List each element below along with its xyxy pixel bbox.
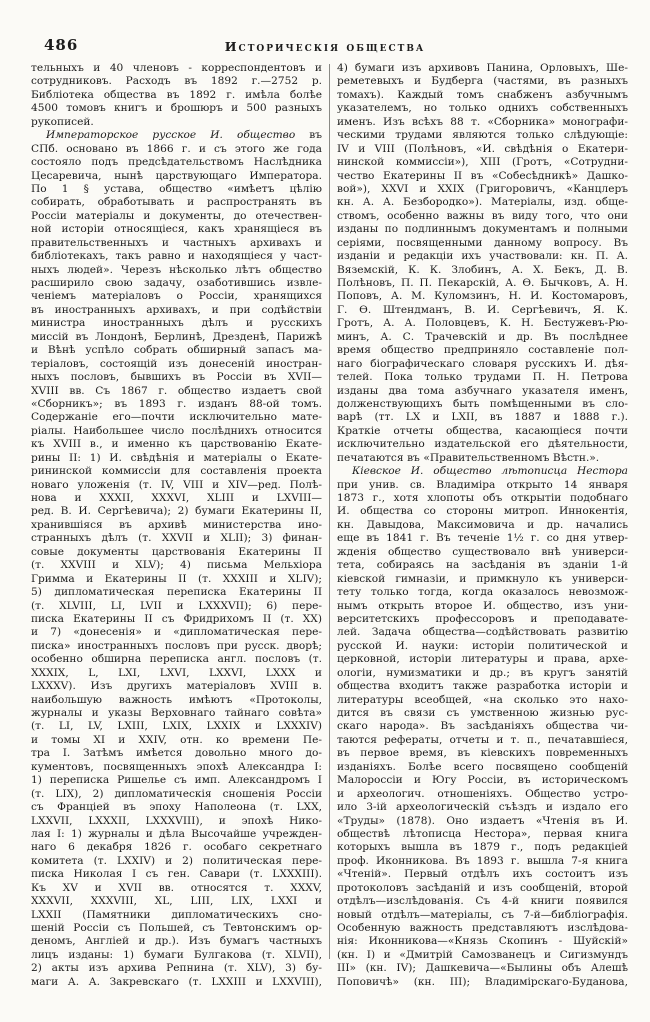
text-line: новый отдѣлъ—матеріалы, съ 7-й—библіографія.	[337, 908, 628, 921]
text-line: правительственныхъ и частныхъ архивахъ и	[31, 236, 322, 249]
text-line: ило 3-ій археологическій съѣздъ и издало его	[337, 801, 628, 814]
text-line: лая I: 1) журналы и дѣла Высочайше учрежден-	[31, 827, 322, 840]
text-line: рининской коммиссіи для составленія проекта	[31, 465, 322, 478]
text-line: реметевыхъ и Будберга (частями, въ разныхъ	[337, 75, 628, 88]
text-line: кн. Давыдова, Максимовича и др. начались	[337, 518, 628, 531]
text-line: шеній Россіи съ Польшей, съ Тевтонскимъ ор-	[31, 922, 322, 934]
text-line: лицъ изданы: 1) бумаги Булгакова (т. XLVII),	[31, 948, 322, 961]
text-line: нымъ открыть второе И. общество, изъ уни-	[337, 599, 628, 612]
text-line: LXXII (Памятники дипломатическихъ сно-	[31, 908, 322, 921]
text-line: указателемъ, но только однихъ собственныхъ	[337, 102, 628, 115]
text-line: наибольшую важность имѣютъ «Протоколы,	[31, 693, 322, 706]
text-line: и 7) «донесенія» и «дипломатическая пере-	[31, 626, 322, 639]
column-divider	[329, 64, 330, 959]
text-line: проф. Иконникова. Въ 1893 г. вышла 7-я книга	[337, 854, 628, 867]
text-line: Гримма и Екатерины II (т. XXXIII и XLIV);	[31, 572, 322, 585]
text-line: съ Франціей въ эпоху Наполеона (т. LXX,	[31, 801, 322, 814]
text-line: общества входитъ также разработка исторіи и	[337, 680, 628, 693]
text-line: ологіи, нумизматики и др.; въ кругъ занятій	[337, 666, 628, 679]
text-line: СПб. основано въ 1866 г. и съ этого же года	[31, 142, 322, 155]
text-line: совые документы царствованія Екатерины II	[31, 545, 322, 558]
text-line: изданы по подлиннымъ документамъ и полными	[337, 223, 628, 236]
text-line: лей. Задача общества—содѣйствовать развитію	[337, 626, 628, 639]
text-line: писка Екатерины II съ Фридрихомъ II (т. XX)	[31, 612, 322, 625]
text-line: наго 6 декабря 1826 г. особаго секретнаго	[31, 841, 322, 854]
text-line: Г. Ѳ. Штендманъ, В. И. Сергѣевичъ, Я. К.	[337, 303, 628, 316]
text-line: хранившіяся въ архивѣ министерства ино-	[31, 518, 322, 531]
text-line: Поповъ, А. М. Куломзинъ, Н. И. Костомаровъ,	[337, 290, 628, 303]
text-line: новаго уложенія (т. IV, VIII и XIV—ред. Полѣ-	[31, 478, 322, 491]
text-line: 4500 томовъ книгъ и брошюръ и 500 разныхъ	[31, 102, 322, 115]
text-line: IV и VIII (Полѣновъ, «И. свѣдѣнія о Екатери-	[337, 142, 628, 155]
text-line: маги А. А. Закревскаго (т. LXXIII и LXXVIII),	[31, 975, 322, 988]
text-line: 1) переписка Ришелье съ имп. Александромъ I	[31, 774, 322, 787]
text-line: ной исторіи относящіеся, какъ хранящіеся въ	[31, 223, 322, 236]
text-line: изданіяхъ. Болѣе всего посвящено сообщеній	[337, 760, 628, 773]
text-line: 4) бумаги изъ архивовъ Панина, Орловыхъ, Ше-	[337, 62, 628, 74]
text-line: журналы и указы Верховнаго тайнаго совѣта»	[31, 707, 322, 719]
text-line: ческими трудами являются только слѣдующіе:	[337, 129, 628, 142]
text-line: наго біографическаго словаря русскихъ И. дѣя-	[337, 357, 628, 370]
text-line: серіями, посвященными данному вопросу. Въ	[337, 236, 628, 249]
text-line: Вяземскій, К. К. Злобинъ, А. Х. Бекъ, Д. В.	[337, 263, 628, 276]
left-column	[31, 62, 322, 989]
text-line: (т. XXVIII и XLV); 4) письма Мельхіора	[31, 559, 322, 572]
text-line: XXXIX, L, LXI, LXVI, LXXVI, LXXX и	[31, 666, 322, 679]
text-segment: въ	[295, 129, 322, 142]
text-line: «Чтеній». Первый отдѣлъ ихъ состоитъ изъ	[337, 868, 628, 881]
text-line: русской И. науки: исторіи политической и	[337, 639, 628, 652]
text-line: и томы XI и XXIV, отн. ко времени Пе-	[31, 733, 322, 746]
page-number: 486	[44, 36, 79, 54]
text-line: сотрудниковъ. Расходъ въ 1892 г.—2752 р.	[31, 75, 322, 88]
text-line: изданы два тома азбучнаго указателя именъ,	[337, 384, 628, 397]
text-line: нова и XXXII, XXXVI, XLIII и LXVIII—	[31, 492, 322, 504]
text-line: именъ. Изъ всѣхъ 88 т. «Сборника» монографи-	[337, 115, 628, 128]
article-title-text: Кіевское И. общество лѣтописца Нестора	[352, 465, 628, 478]
text-line: рукописей.	[31, 115, 94, 128]
text-line: протоколовъ засѣданій и изъ сообщеній, второй	[337, 881, 628, 894]
text-line: (т. LIX), 2) дипломатическія сношенія Россіи	[31, 787, 322, 800]
text-line: телей. Пока только трудами П. Н. Петрова	[337, 371, 628, 384]
text-line: Краткіе отчеты общества, касающіеся почти	[337, 424, 628, 437]
text-line: церковной, исторіи литературы и права, архе-	[337, 653, 628, 666]
text-line: и археологич. отношеніяхъ. Общество устро-	[337, 787, 628, 800]
text-line: исключительно издательской его дѣятельности,	[337, 438, 628, 451]
text-line: печатаются въ «Правительственномъ Вѣстн.».	[337, 451, 600, 464]
text-line: комитета (т. LXXIV) и 2) политическая пере-	[31, 854, 322, 867]
text-line: Къ XV и XVII вв. относятся т. XXXV,	[31, 881, 322, 894]
text-line: особенно обширна переписка англ. пословъ (т.	[31, 653, 322, 666]
text-line: Россіи матеріалы и документы, до отечествен-	[31, 209, 322, 222]
text-line: ныхъ пословъ, бывшихъ въ Россіи въ XVII—	[31, 371, 322, 384]
text-line: библіотекахъ, такъ равно и находящіеся у част-	[31, 250, 322, 263]
text-line: XXXVII, XXXVIII, XL, LIII, LIX, LXXI и	[31, 895, 322, 908]
text-line: Гротъ, А. А. Половцевъ, К. Н. Бестужевъ-Рю-	[337, 317, 628, 330]
text-line: кіевской гимназіи, и примкнуло къ универси-	[337, 572, 628, 585]
text-line: время общество предприняло составленіе пол-	[337, 344, 628, 357]
text-line: дится въ связи съ умственною жизнью рус-	[337, 707, 628, 719]
text-line: Полѣновъ, П. П. Пекарскій, А. Ѳ. Бычковъ, А. Н.	[337, 277, 628, 289]
text-columns	[0, 62, 650, 989]
text-line: LXXXV). Изъ другихъ матеріаловъ XVIII в.	[31, 680, 322, 693]
text-line: томахъ). Каждый томъ снабженъ азбучнымъ	[337, 88, 628, 101]
text-line: которыхъ вышла въ 1879 г., подъ редакціей	[337, 841, 628, 854]
text-line: И. общества со стороны митроп. Иннокентія,	[337, 505, 628, 518]
text-line: 1873 г., хотя хлопоты объ открытіи подобнаго	[337, 492, 628, 504]
text-line: кн. А. А. Безбородко»). Матеріалы, изд. обще-	[337, 196, 628, 209]
article-title-text: Императорское русское И. общество	[46, 129, 296, 142]
text-line: состояло подъ предсѣдательствомъ Наслѣдника	[31, 156, 322, 169]
text-line: «Труды» (1878). Оно издаетъ «Чтенія въ И.	[337, 814, 628, 827]
text-line: ріалы. Наибольшее число послѣднихъ относится	[31, 424, 322, 437]
text-line: LXXVII, LXXXII, LXXXVIII), и эпохѣ Нико-	[31, 814, 322, 827]
text-line: и Вѣнѣ успѣло собрать обширный запасъ ма-	[31, 344, 322, 357]
text-line: расширило свою задачу, озаботившись извле-	[31, 277, 322, 289]
text-line: варѣ (тт. LX и LXII, въ 1887 и 1888 г.).	[337, 411, 628, 424]
text-line: 2) акты изъ архива Репнина (т. XLV), 3) бу-	[31, 962, 322, 975]
text-line: жденія общество существовало внѣ универси-	[337, 545, 628, 558]
text-line: въ первое время, въ кіевскихъ повременныхъ	[337, 747, 628, 760]
text-line	[337, 465, 628, 478]
text-line: минъ, А. С. Трачевскій и др. Въ послѣднее	[337, 330, 628, 343]
text-line: Малороссіи и Югу Россіи, въ историческомъ	[337, 774, 628, 787]
text-line: собирать, обработывать и распространять въ	[31, 196, 322, 209]
text-line: (т. XLVIII, LI, LVII и LXXXVII); 6) пере-	[31, 599, 322, 612]
text-line: таются рефераты, отчеты и т. п., печатавшіеся,	[337, 733, 628, 746]
text-line: Содержаніе его—почти исключительно мате-	[31, 411, 322, 424]
text-line: III» (кн. IV); Дашкевича—«Былины объ Алешѣ	[337, 962, 628, 975]
text-line: «Сборникъ»; въ 1893 г. изданъ 88-ой томъ.	[31, 397, 322, 410]
text-line: чество Екатерины II въ «Собесѣдникѣ» Дашко-	[337, 169, 628, 182]
text-line: писка» иностранныхъ пословъ при русск. дворѣ;	[31, 639, 322, 652]
text-line: ченіемъ матеріаловъ о Россіи, хранящихся	[31, 290, 322, 303]
text-line: литературы всеобщей, «на сколько это нахо-	[337, 693, 628, 706]
text-line: Поповичѣ» (кн. III); Владимірскаго-Буданова,	[337, 975, 628, 988]
text-line: Цесаревича, нынѣ царствующаго Императора.	[31, 169, 322, 182]
text-line: (кн. I) и «Дмитрій Самозванецъ и Сигизмундъ	[337, 948, 628, 961]
text-line: ред. В. И. Сергѣевича); 2) бумаги Екатерины II,	[31, 505, 322, 518]
text-line: деномъ, Англіей и др.). Изъ бумагъ частныхъ	[31, 935, 322, 948]
text-line: въ иностранныхъ архивахъ, и при содѣйствіи	[31, 303, 322, 316]
text-line: кументовъ, посвященныхъ эпохѣ Александра I:	[31, 760, 322, 773]
text-line: тету только тогда, когда оказалось невозмож-	[337, 586, 628, 599]
text-line: обществѣ лѣтописца Нестора», первая книга	[337, 827, 628, 840]
text-line: нія: Иконникова—«Князь Скопинъ - Шуйскій»	[337, 935, 628, 948]
text-line: странныхъ дѣлъ (т. XXVII и XLII); 3) финан-	[31, 532, 322, 545]
text-line: верситетскихъ профессоровъ и преподавате-	[337, 612, 628, 625]
text-line: теріаловъ, состоящій изъ донесеній иностран-	[31, 357, 322, 370]
text-line: министра иностранныхъ дѣлъ и русскихъ	[31, 317, 322, 330]
text-line: тра I. Затѣмъ имѣется довольно много до-	[31, 747, 322, 760]
text-line: (т. LI, LV, LXIII, LXIX, LXXIX и LXXXIV)	[31, 720, 322, 733]
text-line: Особенную важность представляютъ изслѣдова-	[337, 922, 628, 934]
text-line: изданіи и редакціи ихъ участвовали: кн. П. А.	[337, 250, 628, 263]
text-line: отдѣлъ—изслѣдованія. Съ 4-й книги появился	[337, 895, 628, 908]
text-line: рины II: 1) И. свѣдѣнія и матеріалы о Екате-	[31, 451, 322, 464]
text-line: ныхъ людей». Черезъ нѣсколько лѣтъ общество	[31, 263, 322, 276]
text-line: XVIII вв. Съ 1867 г. общество издаетъ свой	[31, 384, 322, 397]
text-line: скаго народа». Въ засѣданіяхъ общества чи-	[337, 720, 628, 733]
text-line: нинской коммиссіи»), XIII (Гротъ, «Сотрудни-	[337, 156, 628, 169]
text-line: тельныхъ и 40 членовъ - корреспондентовъ и	[31, 62, 322, 74]
text-line: вой»), XXVI и XXIX (Григоровичъ, «Канцлеръ	[337, 182, 628, 195]
running-title: Историческія общества	[224, 39, 426, 54]
text-line	[31, 129, 322, 142]
text-line: тета, собираясь на засѣданія въ зданіи 1-й	[337, 559, 628, 572]
text-line: еще въ 1841 г. Въ теченіе 1½ г. со дня утвер-	[337, 532, 628, 545]
text-line: Библіотека общества въ 1892 г. имѣла болѣе	[31, 88, 322, 101]
text-line: По 1 § устава, общество «имѣетъ цѣлію	[31, 182, 322, 195]
text-line: миссій въ Лондонѣ, Берлинѣ, Дрезденѣ, Парижѣ	[31, 330, 322, 343]
text-line: 5) дипломатическая переписка Екатерины II	[31, 586, 322, 599]
text-line: долженствующихъ быть помѣщенными въ сло-	[337, 397, 628, 410]
right-column	[337, 62, 628, 989]
text-line: писка Николая I съ ген. Савари (т. LXXXIII).	[31, 868, 322, 881]
text-line: ствомъ, особенно важны въ виду того, что они	[337, 209, 628, 222]
text-line: при унив. св. Владиміра открыто 14 января	[337, 478, 628, 491]
text-line: къ XVIII в., и именно къ царствованію Екате-	[31, 438, 322, 451]
page-header	[0, 0, 650, 62]
